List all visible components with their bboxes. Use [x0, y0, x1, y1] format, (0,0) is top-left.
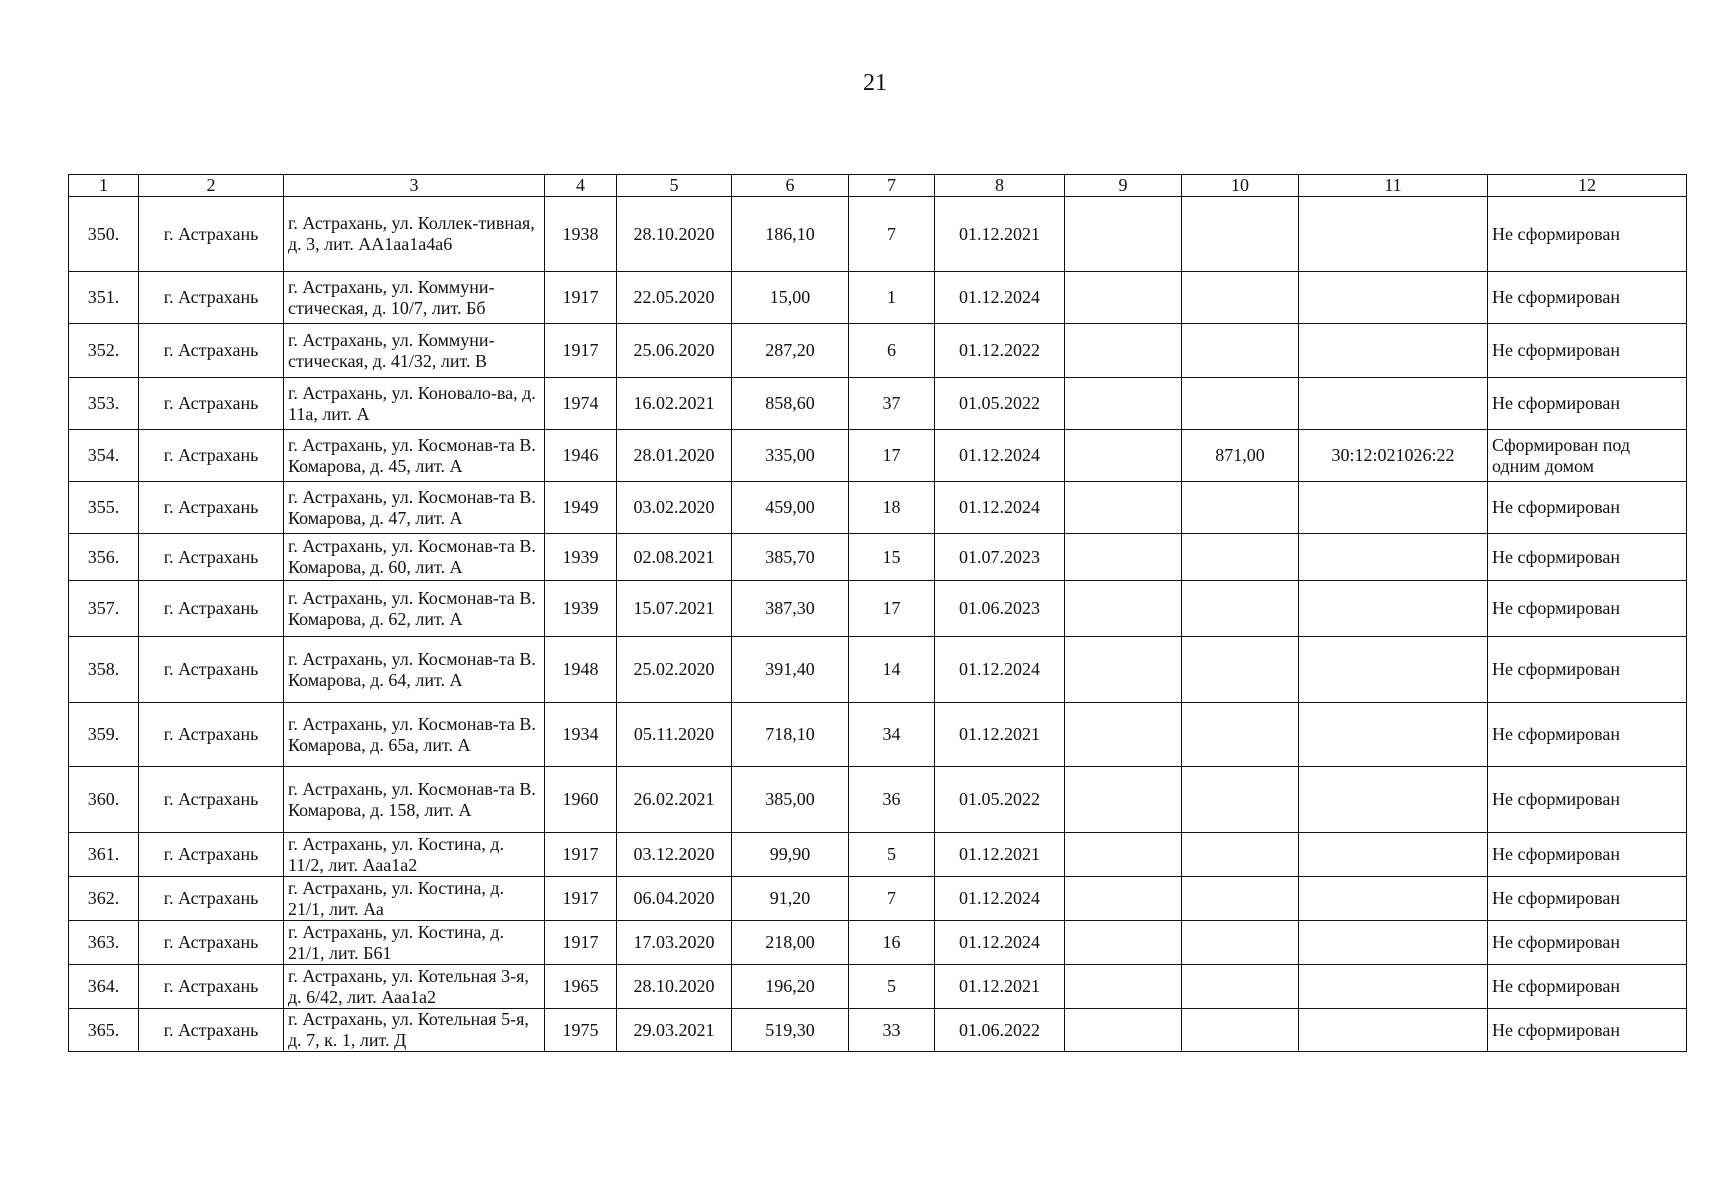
table-row — [69, 197, 1687, 272]
row-number: 354. — [69, 430, 139, 482]
city-cell: г. Астрахань — [139, 197, 284, 272]
city-cell: г. Астрахань — [139, 703, 284, 767]
status-cell: Не сформирован — [1488, 272, 1687, 324]
col10-cell — [1182, 767, 1299, 833]
col9-cell — [1065, 1009, 1182, 1052]
col10-cell — [1182, 833, 1299, 877]
address-cell: г. Астрахань, ул. Костина, д. 21/1, лит. Аа — [284, 877, 545, 921]
column-header: 10 — [1182, 175, 1299, 197]
date-cell: 29.03.2021 — [617, 1009, 732, 1052]
area-cell: 15,00 — [732, 272, 849, 324]
col11-cell — [1299, 581, 1488, 637]
count-cell: 37 — [849, 378, 935, 430]
col11-cell — [1299, 324, 1488, 378]
col11-cell: 30:12:021026:22 — [1299, 430, 1488, 482]
col9-cell — [1065, 430, 1182, 482]
city-cell: г. Астрахань — [139, 767, 284, 833]
row-number: 350. — [69, 197, 139, 272]
address-cell: г. Астрахань, ул. Космонав-та В. Комарова, д. 158, лит. А — [284, 767, 545, 833]
city-cell: г. Астрахань — [139, 581, 284, 637]
city-cell: г. Астрахань — [139, 637, 284, 703]
area-cell: 99,90 — [732, 833, 849, 877]
table-row — [69, 482, 1687, 534]
deadline-cell: 01.06.2022 — [935, 1009, 1065, 1052]
address-cell: г. Астрахань, ул. Космонав-та В. Комарова, д. 47, лит. А — [284, 482, 545, 534]
area-cell: 335,00 — [732, 430, 849, 482]
table-row — [69, 378, 1687, 430]
table-body — [69, 197, 1687, 1052]
address-cell: г. Астрахань, ул. Космонав-та В. Комарова, д. 64, лит. А — [284, 637, 545, 703]
column-header: 5 — [617, 175, 732, 197]
col10-cell — [1182, 534, 1299, 581]
count-cell: 34 — [849, 703, 935, 767]
status-cell: Сформирован под одним домом — [1488, 430, 1687, 482]
row-number: 363. — [69, 921, 139, 965]
area-cell: 391,40 — [732, 637, 849, 703]
row-number: 357. — [69, 581, 139, 637]
table-row — [69, 921, 1687, 965]
table-row — [69, 965, 1687, 1009]
count-cell: 5 — [849, 833, 935, 877]
col9-cell — [1065, 534, 1182, 581]
col10-cell — [1182, 877, 1299, 921]
date-cell: 03.02.2020 — [617, 482, 732, 534]
area-cell: 385,00 — [732, 767, 849, 833]
row-number: 353. — [69, 378, 139, 430]
area-cell: 385,70 — [732, 534, 849, 581]
count-cell: 14 — [849, 637, 935, 703]
col11-cell — [1299, 833, 1488, 877]
count-cell: 17 — [849, 581, 935, 637]
area-cell: 387,30 — [732, 581, 849, 637]
col9-cell — [1065, 324, 1182, 378]
status-cell: Не сформирован — [1488, 324, 1687, 378]
status-cell: Не сформирован — [1488, 833, 1687, 877]
row-number: 360. — [69, 767, 139, 833]
col11-cell — [1299, 921, 1488, 965]
deadline-cell: 01.06.2023 — [935, 581, 1065, 637]
area-cell: 186,10 — [732, 197, 849, 272]
address-cell: г. Астрахань, ул. Коновало-ва, д. 11а, лит. А — [284, 378, 545, 430]
date-cell: 25.06.2020 — [617, 324, 732, 378]
deadline-cell: 01.12.2024 — [935, 272, 1065, 324]
col10-cell — [1182, 637, 1299, 703]
row-number: 358. — [69, 637, 139, 703]
status-cell: Не сформирован — [1488, 1009, 1687, 1052]
row-number: 356. — [69, 534, 139, 581]
column-header: 4 — [545, 175, 617, 197]
date-cell: 06.04.2020 — [617, 877, 732, 921]
date-cell: 25.02.2020 — [617, 637, 732, 703]
city-cell: г. Астрахань — [139, 378, 284, 430]
col10-cell: 871,00 — [1182, 430, 1299, 482]
count-cell: 17 — [849, 430, 935, 482]
status-cell: Не сформирован — [1488, 581, 1687, 637]
col10-cell — [1182, 965, 1299, 1009]
table-row — [69, 534, 1687, 581]
column-header: 2 — [139, 175, 284, 197]
date-cell: 02.08.2021 — [617, 534, 732, 581]
count-cell: 18 — [849, 482, 935, 534]
deadline-cell: 01.12.2024 — [935, 637, 1065, 703]
header-row — [69, 175, 1687, 197]
row-number: 359. — [69, 703, 139, 767]
column-header: 6 — [732, 175, 849, 197]
area-cell: 519,30 — [732, 1009, 849, 1052]
year-cell: 1965 — [545, 965, 617, 1009]
col10-cell — [1182, 378, 1299, 430]
city-cell: г. Астрахань — [139, 430, 284, 482]
col9-cell — [1065, 378, 1182, 430]
status-cell: Не сформирован — [1488, 482, 1687, 534]
year-cell: 1948 — [545, 637, 617, 703]
city-cell: г. Астрахань — [139, 833, 284, 877]
year-cell: 1934 — [545, 703, 617, 767]
deadline-cell: 01.12.2021 — [935, 965, 1065, 1009]
col9-cell — [1065, 197, 1182, 272]
table-row — [69, 833, 1687, 877]
date-cell: 17.03.2020 — [617, 921, 732, 965]
status-cell: Не сформирован — [1488, 921, 1687, 965]
year-cell: 1975 — [545, 1009, 617, 1052]
area-cell: 91,20 — [732, 877, 849, 921]
col11-cell — [1299, 534, 1488, 581]
address-cell: г. Астрахань, ул. Костина, д. 21/1, лит. Б61 — [284, 921, 545, 965]
col11-cell — [1299, 767, 1488, 833]
row-number: 364. — [69, 965, 139, 1009]
col9-cell — [1065, 637, 1182, 703]
status-cell: Не сформирован — [1488, 767, 1687, 833]
col11-cell — [1299, 1009, 1488, 1052]
city-cell: г. Астрахань — [139, 965, 284, 1009]
count-cell: 6 — [849, 324, 935, 378]
year-cell: 1939 — [545, 534, 617, 581]
year-cell: 1938 — [545, 197, 617, 272]
table-row — [69, 272, 1687, 324]
col9-cell — [1065, 272, 1182, 324]
col9-cell — [1065, 767, 1182, 833]
col11-cell — [1299, 965, 1488, 1009]
row-number: 361. — [69, 833, 139, 877]
year-cell: 1917 — [545, 324, 617, 378]
status-cell: Не сформирован — [1488, 637, 1687, 703]
col9-cell — [1065, 482, 1182, 534]
column-header: 11 — [1299, 175, 1488, 197]
year-cell: 1939 — [545, 581, 617, 637]
column-header: 7 — [849, 175, 935, 197]
deadline-cell: 01.12.2021 — [935, 833, 1065, 877]
year-cell: 1917 — [545, 833, 617, 877]
address-cell: г. Астрахань, ул. Коллек-тивная, д. 3, лит. АА1аа1а4а6 — [284, 197, 545, 272]
date-cell: 26.02.2021 — [617, 767, 732, 833]
row-number: 352. — [69, 324, 139, 378]
registry-table — [68, 174, 1687, 1052]
address-cell: г. Астрахань, ул. Котельная 3-я, д. 6/42, лит. Ааа1а2 — [284, 965, 545, 1009]
year-cell: 1917 — [545, 921, 617, 965]
col10-cell — [1182, 703, 1299, 767]
col10-cell — [1182, 197, 1299, 272]
col11-cell — [1299, 378, 1488, 430]
date-cell: 28.10.2020 — [617, 965, 732, 1009]
col10-cell — [1182, 482, 1299, 534]
city-cell: г. Астрахань — [139, 534, 284, 581]
count-cell: 36 — [849, 767, 935, 833]
year-cell: 1960 — [545, 767, 617, 833]
area-cell: 287,20 — [732, 324, 849, 378]
count-cell: 5 — [849, 965, 935, 1009]
year-cell: 1946 — [545, 430, 617, 482]
column-header: 3 — [284, 175, 545, 197]
table-row — [69, 767, 1687, 833]
table-row — [69, 703, 1687, 767]
year-cell: 1974 — [545, 378, 617, 430]
col9-cell — [1065, 965, 1182, 1009]
row-number: 365. — [69, 1009, 139, 1052]
col11-cell — [1299, 197, 1488, 272]
address-cell: г. Астрахань, ул. Котельная 5-я, д. 7, к. 1, лит. Д — [284, 1009, 545, 1052]
column-header: 9 — [1065, 175, 1182, 197]
col11-cell — [1299, 877, 1488, 921]
year-cell: 1917 — [545, 272, 617, 324]
date-cell: 16.02.2021 — [617, 378, 732, 430]
col10-cell — [1182, 921, 1299, 965]
address-cell: г. Астрахань, ул. Космонав-та В. Комарова, д. 45, лит. А — [284, 430, 545, 482]
area-cell: 718,10 — [732, 703, 849, 767]
col10-cell — [1182, 1009, 1299, 1052]
year-cell: 1917 — [545, 877, 617, 921]
column-header: 8 — [935, 175, 1065, 197]
deadline-cell: 01.07.2023 — [935, 534, 1065, 581]
date-cell: 28.01.2020 — [617, 430, 732, 482]
date-cell: 22.05.2020 — [617, 272, 732, 324]
address-cell: г. Астрахань, ул. Космонав-та В. Комарова, д. 60, лит. А — [284, 534, 545, 581]
row-number: 362. — [69, 877, 139, 921]
deadline-cell: 01.12.2024 — [935, 921, 1065, 965]
row-number: 355. — [69, 482, 139, 534]
date-cell: 15.07.2021 — [617, 581, 732, 637]
status-cell: Не сформирован — [1488, 877, 1687, 921]
col10-cell — [1182, 581, 1299, 637]
deadline-cell: 01.05.2022 — [935, 378, 1065, 430]
date-cell: 05.11.2020 — [617, 703, 732, 767]
col11-cell — [1299, 482, 1488, 534]
count-cell: 16 — [849, 921, 935, 965]
address-cell: г. Астрахань, ул. Коммуни-стическая, д. 41/32, лит. В — [284, 324, 545, 378]
table-row — [69, 1009, 1687, 1052]
col10-cell — [1182, 324, 1299, 378]
col9-cell — [1065, 703, 1182, 767]
col11-cell — [1299, 703, 1488, 767]
address-cell: г. Астрахань, ул. Космонав-та В. Комарова, д. 62, лит. А — [284, 581, 545, 637]
deadline-cell: 01.12.2021 — [935, 197, 1065, 272]
row-number: 351. — [69, 272, 139, 324]
col10-cell — [1182, 272, 1299, 324]
column-header: 12 — [1488, 175, 1687, 197]
city-cell: г. Астрахань — [139, 877, 284, 921]
area-cell: 858,60 — [732, 378, 849, 430]
column-header: 1 — [69, 175, 139, 197]
address-cell: г. Астрахань, ул. Космонав-та В. Комарова, д. 65а, лит. А — [284, 703, 545, 767]
table-row — [69, 637, 1687, 703]
page-number: 21 — [863, 70, 887, 96]
date-cell: 03.12.2020 — [617, 833, 732, 877]
status-cell: Не сформирован — [1488, 378, 1687, 430]
col9-cell — [1065, 581, 1182, 637]
col11-cell — [1299, 637, 1488, 703]
date-cell: 28.10.2020 — [617, 197, 732, 272]
table-row — [69, 877, 1687, 921]
count-cell: 7 — [849, 877, 935, 921]
deadline-cell: 01.12.2021 — [935, 703, 1065, 767]
city-cell: г. Астрахань — [139, 272, 284, 324]
area-cell: 196,20 — [732, 965, 849, 1009]
col11-cell — [1299, 272, 1488, 324]
count-cell: 7 — [849, 197, 935, 272]
status-cell: Не сформирован — [1488, 197, 1687, 272]
area-cell: 218,00 — [732, 921, 849, 965]
table-row — [69, 581, 1687, 637]
address-cell: г. Астрахань, ул. Костина, д. 11/2, лит. Ааа1а2 — [284, 833, 545, 877]
col9-cell — [1065, 877, 1182, 921]
col9-cell — [1065, 833, 1182, 877]
table-row — [69, 430, 1687, 482]
year-cell: 1949 — [545, 482, 617, 534]
status-cell: Не сформирован — [1488, 534, 1687, 581]
deadline-cell: 01.12.2022 — [935, 324, 1065, 378]
count-cell: 33 — [849, 1009, 935, 1052]
table-row — [69, 324, 1687, 378]
count-cell: 15 — [849, 534, 935, 581]
city-cell: г. Астрахань — [139, 1009, 284, 1052]
count-cell: 1 — [849, 272, 935, 324]
col9-cell — [1065, 921, 1182, 965]
deadline-cell: 01.12.2024 — [935, 877, 1065, 921]
city-cell: г. Астрахань — [139, 324, 284, 378]
city-cell: г. Астрахань — [139, 921, 284, 965]
address-cell: г. Астрахань, ул. Коммуни-стическая, д. 10/7, лит. Бб — [284, 272, 545, 324]
status-cell: Не сформирован — [1488, 703, 1687, 767]
deadline-cell: 01.12.2024 — [935, 430, 1065, 482]
area-cell: 459,00 — [732, 482, 849, 534]
status-cell: Не сформирован — [1488, 965, 1687, 1009]
deadline-cell: 01.12.2024 — [935, 482, 1065, 534]
city-cell: г. Астрахань — [139, 482, 284, 534]
deadline-cell: 01.05.2022 — [935, 767, 1065, 833]
